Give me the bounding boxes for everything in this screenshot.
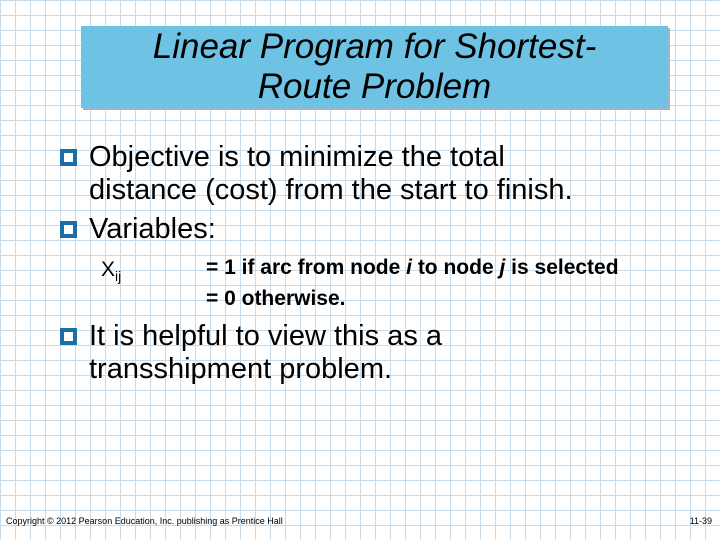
bullet-variables-label: Variables: xyxy=(89,213,216,245)
bullet-objective-line-1: Objective is to minimize the total xyxy=(89,141,505,173)
slide-number: 11-39 xyxy=(689,516,712,526)
bullet-marker-icon xyxy=(60,221,77,238)
variable-symbol xyxy=(101,255,121,291)
bullet-transshipment-line-1: It is helpful to view this as a xyxy=(89,320,442,352)
title-line-1: Linear Program for Shortest- xyxy=(152,27,597,66)
title-banner xyxy=(81,26,668,108)
bullet-transshipment xyxy=(60,320,680,390)
footer-copyright: Copyright © 2012 Pearson Education, Inc. publishing as Prentice Hall xyxy=(6,516,283,526)
variable-definition-2: = 0 otherwise. xyxy=(206,287,346,310)
variable-symbol-x: X xyxy=(101,258,116,281)
bullet-objective xyxy=(60,141,680,211)
definition-1-j: j xyxy=(499,256,506,279)
variable-subscript: ij xyxy=(115,268,122,285)
bullet-marker-icon xyxy=(60,149,77,166)
definition-1-mid: to node xyxy=(411,256,500,279)
definition-1-prefix: = 1 if arc from node xyxy=(206,256,407,279)
bullet-objective-line-2: distance (cost) from the start to finish. xyxy=(89,174,573,206)
definition-1-i: i xyxy=(406,256,412,279)
title-line-2: Route Problem xyxy=(257,67,492,106)
bullet-variables xyxy=(60,213,360,248)
variable-definition-1 xyxy=(206,253,619,283)
definition-1-suffix: is selected xyxy=(505,256,619,279)
bullet-marker-icon xyxy=(60,328,77,345)
bullet-transshipment-line-2: transshipment problem. xyxy=(89,353,393,385)
